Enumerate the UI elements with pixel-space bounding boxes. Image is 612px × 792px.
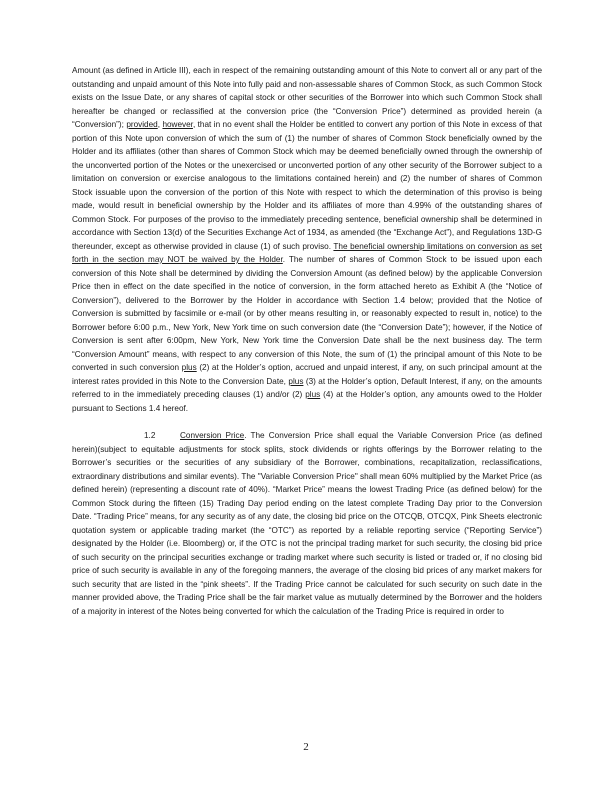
text-run: . The number of shares of Common Stock to be issued upon each conversion of this Note shall be determined by dividing the Conversion Amount (as defined below) by the applicable Conversion Price then in effect on the date specified in the notice of conversion, in the form attached hereto as Exhibit A (the “Notice of Conversion”), delivered to the Borrower by the Holder in accordance with Section 1.4 below; provided that the Notice of Conversion is submitted by facsimile or e-mail (or by other means resulting in, or reasonably expected to result in, notice) to the Borrower before 6:00 p.m., New York, New York time on such conversion date (the “Conversion Date”); however, if the Notice of Conversion is sent after 6:00pm, New York, New York time the Conversion Date shall be the next business day. The term “Conversion Amount” means, with respect to any conversion of this Note, the sum of (1) the principal amount of this Note to be converted in such conversion	[72, 255, 542, 372]
underlined-limitation-clause: The beneficial ownership limitations on conversion as set forth in the section may NOT be waived by the Holder	[72, 241, 542, 264]
text-run: Amount (as defined in Article III), each in respect of the remaining outstanding amount of this Note to convert all or any part of the outstanding and unpaid amount of this Note into fully paid and non-assessable shares of Common Stock, as such Common Stock exists on the Issue Date, or any shares of capital stock or other securities of the Borrower into which such Common Stock shall hereafter be changed or reclassified at the conversion price (the “Conversion Price”) determined as provided herein (a “Conversion”);	[72, 66, 542, 129]
text-run: (3) at the Holder’s option, Default Interest, if any, on the amounts referred to in the immediately preceding clauses (1) and/or (2)	[72, 376, 542, 399]
section-number: 1.2	[144, 431, 156, 440]
text-run: ,	[157, 120, 163, 129]
text-run: (4) at the Holder’s option, any amounts owed to the Holder pursuant to Sections 1.4 hereof.	[72, 390, 542, 413]
underlined-term: plus	[288, 376, 304, 386]
text-run: . The Conversion Price shall equal the Variable Conversion Price (as defined herein)(subject to equitable adjustments for stock splits, stock dividends or rights offerings by the Borrower relating to the Borrower’s securities or the securities of any subsidiary of the Borrower, combinations, recapitalization, reclassifications, extraordinary distributions and similar events). The "Variable Conversion Price" shall mean 60% multiplied by the Market Price (as defined herein) (representing a discount rate of 40%). “Market Price” means the lowest Trading Price (as defined below) for the Common Stock during the fifteen (15) Trading Day period ending on the latest complete Trading Day prior to the Conversion Date. “Trading Price” means, for any security as of any date, the closing bid price on the OTCQB, OTCQX, Pink Sheets electronic quotation system or applicable trading market (the “OTC”) as reported by a reliable reporting service (“Reporting Service”) designated by the Holder (i.e. Bloomberg) or, if the OTC is not the principal trading market for such security, the closing bid price of such security on the principal securities exchange or trading market where such security is listed or traded or, if no closing bid price of such security is available in any of the foregoing manners, the average of the closing bid prices of any market makers for such security that are listed in the “pink sheets”. If the Trading Price cannot be calculated for such security on such date in the manner provided above, the Trading Price shall be the fair market value as mutually determined by the Borrower and the holders of a majority in interest of the Notes being converted for which the calculation of the Trading Price is required in order to	[72, 431, 543, 616]
body-text	[72, 64, 542, 618]
underlined-term: plus	[305, 390, 321, 399]
paragraph-conversion-amount	[72, 64, 542, 415]
underlined-term: provided	[126, 120, 158, 129]
text-run: (2) at the Holder’s option, accrued and unpaid interest, if any, on such principal amount at the interest rates provided in this Note to the Conversion Date,	[72, 363, 542, 386]
underlined-term: plus	[181, 363, 197, 372]
page-number: 2	[303, 741, 309, 753]
paragraph-conversion-price	[72, 429, 542, 618]
text-run: , that in no event shall the Holder be entitled to convert any portion of this Note in excess of that portion of this Note upon conversion of which the sum of (1) the number of shares of Common Stock beneficially owned by the Holder and its affiliates (other than shares of Common Stock which may be deemed beneficially owned through the ownership of the unconverted portion of the Notes or the unexercised or unconverted portion of any other security of the Borrower subject to a limitation on conversion or exercise analogous to the limitations contained herein) and (2) the number of shares of Common Stock issuable upon the conversion of the portion of this Note with respect to which the determination of this proviso is being made, would result in beneficial ownership by the Holder and its affiliates of more than 4.99% of the outstanding shares of Common Stock. For purposes of the proviso to the immediately preceding sentence, beneficial ownership shall be determined in accordance with Section 13(d) of the Securities Exchange Act of 1934, as amended (the “Exchange Act”), and Regulations 13D-G thereunder, except as otherwise provided in clause (1) of such proviso.	[72, 120, 542, 251]
underlined-term: however	[162, 120, 193, 129]
section-heading: Conversion Price	[180, 431, 245, 440]
